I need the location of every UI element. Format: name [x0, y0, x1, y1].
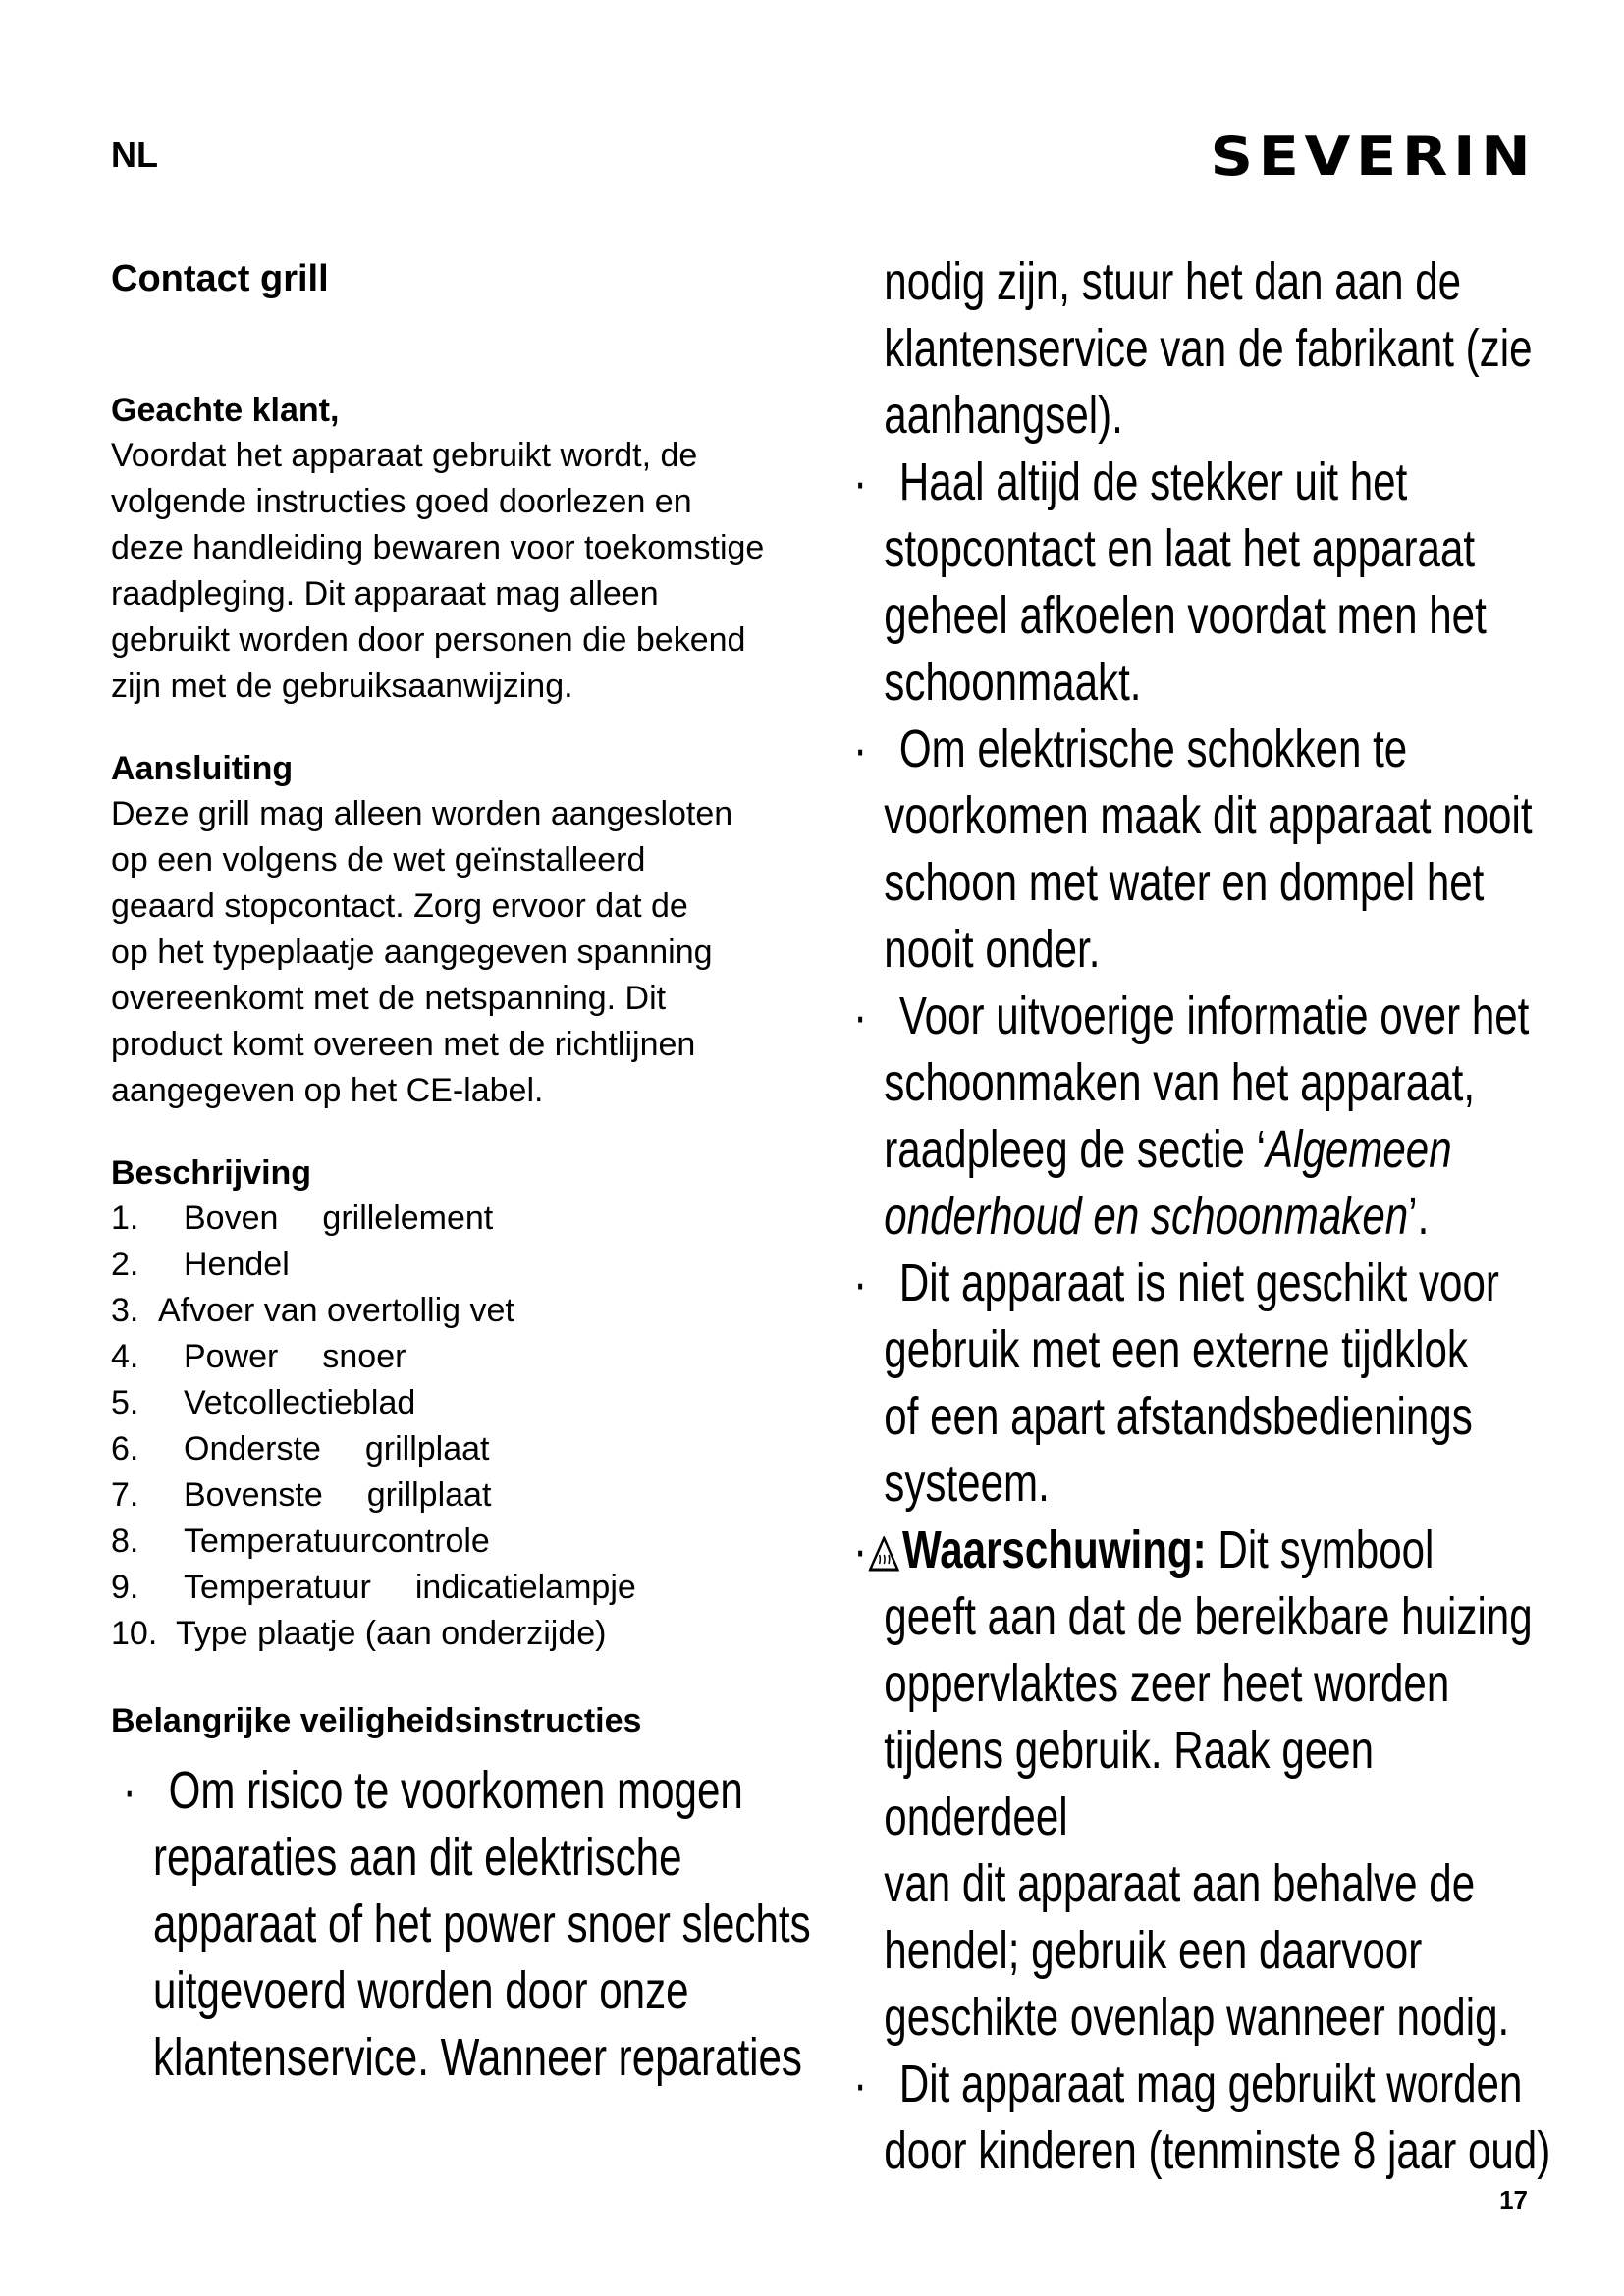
list-item [111, 1380, 818, 1426]
text-line: op het typeplaatje aangegeven spanning [111, 934, 713, 971]
safety-bullet [853, 1250, 1560, 1316]
item-text: grillplaat [366, 1476, 492, 1514]
item-number: 9. [111, 1569, 139, 1606]
text-span: raadpleeg de sectie ‘ [884, 1120, 1266, 1179]
item-text: indicatielampje [414, 1569, 636, 1606]
text-line: product komt overeen met de richtlijnen [111, 1026, 696, 1063]
text-line: geheel afkoelen voordat men het [884, 586, 1487, 645]
text-line: geaard stopcontact. Zorg ervoor dat de [111, 887, 688, 925]
left-column [111, 250, 818, 2091]
text-line: volgende instructies goed doorlezen en [111, 483, 692, 520]
text-line: klantenservice. Wanneer reparaties [153, 2028, 802, 2087]
item-text: Hendel [184, 1246, 290, 1283]
bullet-dot: · [853, 453, 868, 511]
safety-heading: Belangrijke veiligheidsinstructies [111, 1702, 642, 1739]
text-line: op een volgens de wet geïnstalleerd [111, 841, 646, 879]
list-item [111, 1519, 818, 1565]
list-item [111, 1611, 818, 1657]
text-line: Voor uitvoerige informatie over het [898, 987, 1530, 1045]
text-line: gebruikt worden door personen die bekend [111, 621, 746, 659]
item-number: 1. [111, 1200, 139, 1237]
item-number: 7. [111, 1476, 139, 1514]
bullet-dot: · [853, 987, 868, 1045]
warning-label: Waarschuwing: [902, 1521, 1207, 1579]
text-line: schoon met water en dompel het [884, 853, 1485, 912]
list-item [111, 1196, 818, 1242]
item-number: 3. [111, 1292, 139, 1329]
connection-text [111, 791, 818, 1114]
description-heading: Beschrijving [111, 1154, 312, 1192]
text-line: stopcontact en laat het apparaat [884, 519, 1476, 578]
text-span: ’. [1408, 1187, 1430, 1246]
text-line: apparaat of het power snoer slechts [153, 1895, 811, 1953]
bullet-dot: · [853, 2055, 868, 2113]
connection-heading: Aansluiting [111, 750, 294, 787]
text-line: of een apart afstandsbedienings [884, 1387, 1473, 1446]
right-column [853, 250, 1551, 2184]
item-number: 2. [111, 1246, 139, 1283]
item-number: 6. [111, 1430, 139, 1468]
text-line: systeem. [884, 1454, 1050, 1513]
bullet-dot: · [853, 720, 868, 778]
bullet-dot: · [853, 1521, 868, 1579]
item-text: Onderste [184, 1430, 321, 1468]
section-reference: onderhoud en schoonmaken [884, 1187, 1409, 1246]
safety-bullet [111, 1757, 818, 2091]
text-line: nodig zijn, stuur het dan aan de [884, 252, 1462, 311]
greeting-text [111, 433, 818, 710]
item-text: Vetcollectieblad [184, 1384, 416, 1421]
text-line [884, 1183, 1560, 1250]
text-line: uitgevoerd worden door onze [153, 1961, 689, 2020]
text-span: Dit symbool [1206, 1521, 1435, 1579]
text-line: nooit onder. [884, 920, 1101, 979]
list-item [111, 1288, 818, 1334]
text-line: oppervlaktes zeer heet worden [884, 1654, 1450, 1713]
text-line: overeenkomt met de netspanning. Dit [111, 980, 667, 1017]
text-line: voorkomen maak dit apparaat nooit [884, 786, 1533, 845]
safety-bullet [853, 716, 1560, 782]
list-item [111, 1565, 818, 1611]
page-number: 17 [1499, 2185, 1528, 2215]
section-reference: Algemeen [1265, 1120, 1452, 1179]
item-number: 5. [111, 1384, 139, 1421]
text-line: klantenservice van de fabrikant (zie [884, 319, 1533, 378]
item-text: grillelement [322, 1200, 494, 1237]
list-item [111, 1426, 818, 1472]
text-line: raadpleging. Dit apparaat mag alleen [111, 575, 659, 613]
text-line: Om elektrische schokken te [898, 720, 1408, 778]
safety-bullet [853, 983, 1560, 1049]
parts-list [111, 1196, 818, 1657]
text-line: Deze grill mag alleen worden aangesloten [111, 795, 733, 832]
item-number: 4. [111, 1338, 139, 1375]
bullet-text [122, 1757, 817, 2091]
brand-logo: SEVERIN [1210, 126, 1536, 187]
text-line: reparaties aan dit elektrische [153, 1828, 682, 1887]
list-item [111, 1472, 818, 1519]
greeting-heading: Geachte klant, [111, 392, 340, 429]
safety-bullet [853, 2051, 1560, 2117]
text-line: Dit apparaat mag gebruikt worden [898, 2055, 1523, 2113]
text-line: Om risico te voorkomen mogen [168, 1761, 743, 1820]
text-line: gebruik met een externe tijdklok [884, 1320, 1468, 1379]
text-line: aangegeven op het CE-label. [111, 1072, 544, 1109]
item-text: snoer [322, 1338, 406, 1375]
text-line: aanhangsel). [884, 386, 1123, 445]
text-line: hendel; gebruik een daarvoor [884, 1921, 1423, 1980]
item-text: grillplaat [364, 1430, 490, 1468]
item-text: Bovenste [184, 1476, 323, 1514]
item-text: Type plaatje (aan onderzijde) [176, 1615, 607, 1652]
text-line: schoonmaken van het apparaat, [884, 1053, 1476, 1112]
safety-bullet [853, 449, 1560, 515]
item-text: Power [184, 1338, 279, 1375]
list-item [111, 1242, 818, 1288]
list-item [111, 1334, 818, 1380]
text-line [884, 1116, 1560, 1183]
text-line: zijn met de gebruiksaanwijzing. [111, 667, 573, 705]
item-text: Afvoer van overtollig vet [158, 1292, 514, 1329]
safety-bullet [853, 1517, 1560, 1583]
text-line: deze handleiding bewaren voor toekomstige [111, 529, 765, 566]
text-line: geschikte ovenlap wanneer nodig. [884, 1988, 1510, 2047]
item-number: 8. [111, 1522, 139, 1560]
safety-continuation [853, 248, 1560, 2184]
bullet-dot: · [853, 1254, 868, 1312]
bullet-dot: · [122, 1761, 136, 1820]
item-number: 10. [111, 1615, 158, 1652]
text-line: Voordat het apparaat gebruikt wordt, de [111, 437, 698, 474]
item-text: Temperatuur [184, 1569, 371, 1606]
item-text: Temperatuurcontrole [184, 1522, 490, 1560]
text-line: van dit apparaat aan behalve de [884, 1854, 1476, 1913]
document-title: Contact grill [111, 258, 329, 299]
text-line: Haal altijd de stekker uit het [898, 453, 1408, 511]
text-line: door kinderen (tenminste 8 jaar oud) [884, 2121, 1551, 2180]
text-line: schoonmaakt. [884, 653, 1142, 712]
text-line: Dit apparaat is niet geschikt voor [898, 1254, 1499, 1312]
item-text: Boven [184, 1200, 279, 1237]
language-code: NL [111, 134, 158, 175]
text-line: geeft aan dat de bereikbare huizing [884, 1587, 1533, 1646]
text-line: tijdens gebruik. Raak geen onderdeel [884, 1721, 1375, 1846]
hot-surface-warning-icon [869, 1536, 899, 1572]
